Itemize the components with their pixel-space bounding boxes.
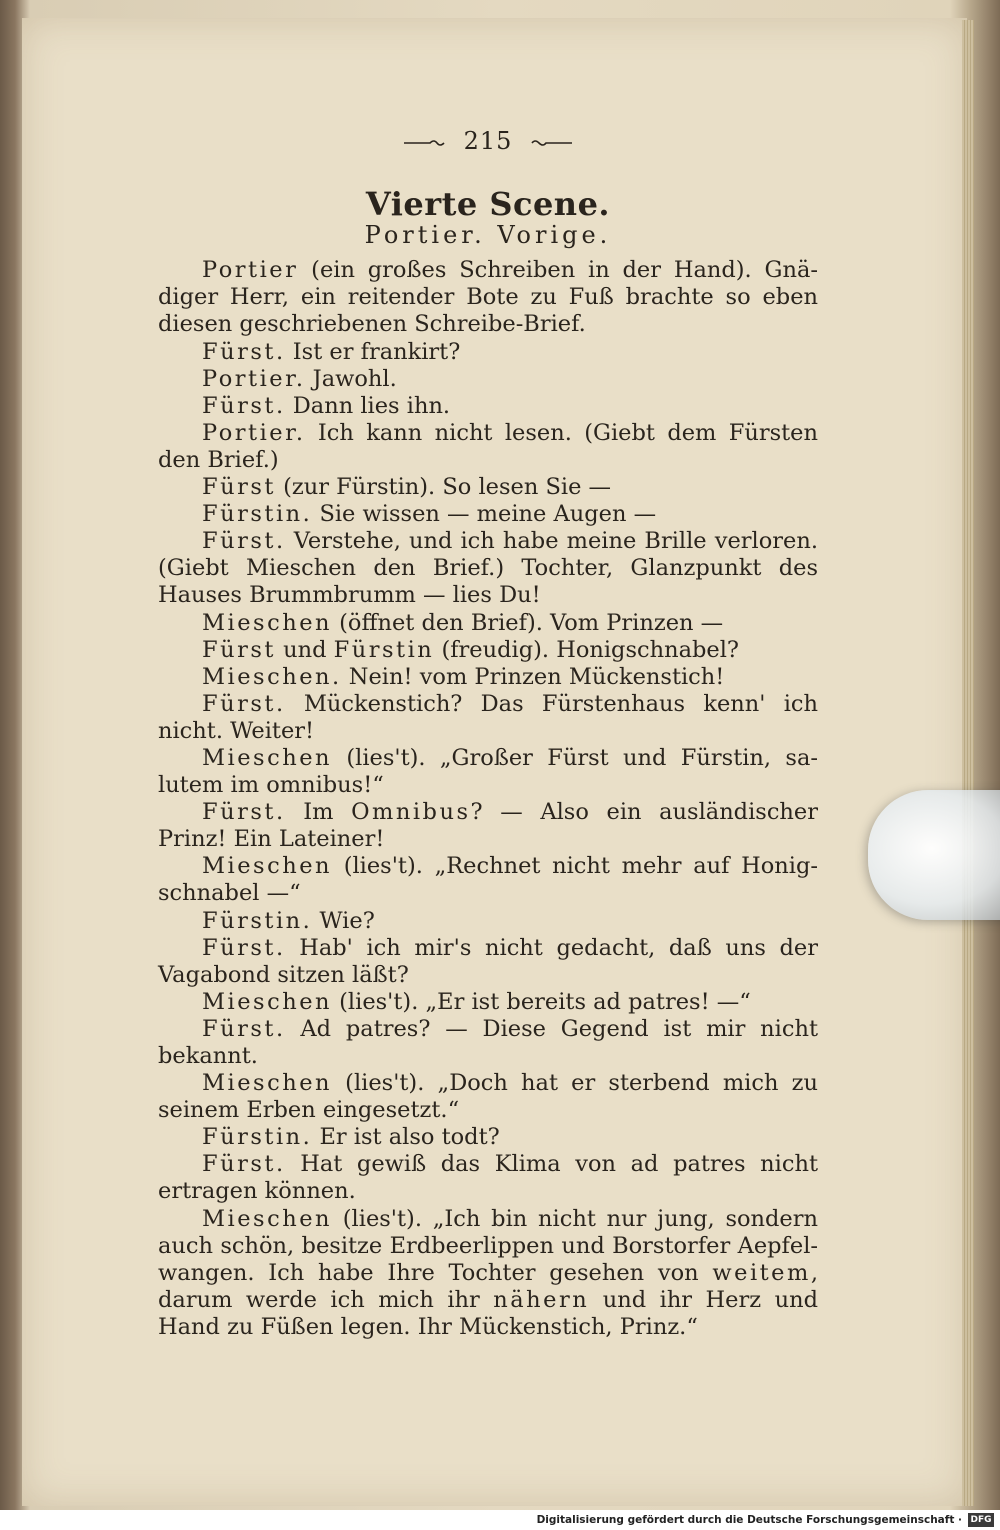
speaker-name: weitem — [712, 1259, 811, 1286]
dialogue-line — [158, 474, 818, 501]
dialogue-line — [158, 1016, 818, 1070]
line-text: Hab' ich mir's nicht gedacht, daß uns der Vagabond sitzen läßt? — [158, 934, 818, 988]
line-text: (ein großes Schreiben in der Hand). Gnädiger Herr, ein reitender Bote zu Fuß brachte so eben diesen geschriebenen Schreibe-Brief. — [158, 257, 818, 338]
line-text: ? — Also ein ausländischer Prinz! Ein Lateiner! — [158, 799, 818, 853]
line-text: Dann lies ihn. — [285, 392, 451, 419]
dialogue-line — [158, 799, 818, 853]
speaker-name: Fürst. — [202, 338, 286, 365]
line-text: (lies't). „Er ist bereits ad patres! —“ — [332, 988, 751, 1015]
speaker-name: Portier. — [202, 419, 306, 446]
line-text: und ihr Herz und Hand zu Füßen legen. Ihr Mückenstich, Prinz.“ — [158, 1286, 818, 1340]
dialogue-line — [158, 366, 818, 393]
line-text: (freudig). Honigschnabel? — [434, 636, 739, 663]
speaker-name: Fürstin. — [202, 907, 313, 934]
dialogue-line — [158, 528, 818, 609]
speaker-name: Fürst — [202, 474, 276, 501]
speaker-name: Mieschen — [202, 744, 332, 771]
line-text: und — [275, 636, 334, 663]
dialogue-line — [158, 1070, 818, 1124]
speaker-name: Mieschen — [202, 988, 332, 1015]
line-text: Jawohl. — [305, 365, 397, 392]
footer-credit: Digitalisierung gefördert durch die Deutsche Forschungsgemeinschaft · — [536, 1514, 962, 1526]
speaker-name: Mieschen — [202, 853, 332, 880]
speaker-name: Fürst. — [202, 528, 286, 555]
dialogue-line — [158, 935, 818, 989]
line-text: (zur Fürstin). So lesen Sie — — [275, 474, 612, 501]
page-edges — [962, 20, 974, 1506]
dialogue-line — [158, 1206, 818, 1341]
line-text: (öffnet den Brief). Vom Prinzen — — [332, 609, 724, 636]
speaker-name: Fürst. — [202, 392, 286, 419]
line-text: Er ist also todt? — [312, 1124, 500, 1151]
line-text: , darum werde ich mich ihr — [158, 1259, 818, 1313]
dialogue-line — [158, 393, 818, 420]
speaker-name: nähern — [493, 1286, 590, 1313]
speaker-name: Fürstin — [333, 636, 435, 663]
line-text: Ist er frankirt? — [285, 338, 461, 365]
speaker-name: Fürstin. — [202, 501, 313, 528]
speaker-name: Mieschen — [202, 609, 332, 636]
speaker-name: Fürst. — [202, 799, 286, 826]
scene-title: Vierte Scene. — [365, 185, 611, 224]
dialogue-line — [158, 908, 818, 935]
dialogue-line — [158, 853, 818, 907]
line-text: (lies't). „Ich bin nicht nur jung, sondern auch schön, besitze Erdbeerlippen und Borstorfer Aepfelwangen. Ich habe Ihre Tochter gesehen von — [158, 1205, 818, 1286]
line-text: Hat gewiß das Klima von ad patres nicht ertragen können. — [158, 1151, 818, 1205]
dialogue-line — [158, 501, 818, 528]
line-text: Im — [285, 799, 352, 826]
speaker-name: Omnibus — [351, 799, 471, 826]
line-text: Wie? — [312, 907, 375, 934]
line-text: Ich kann nicht lesen. (Giebt dem Fürsten den Brief.) — [158, 419, 818, 473]
dialogue-line — [158, 610, 818, 637]
line-text: Verstehe, und ich habe meine Brille verloren. (Giebt Mieschen den Brief.) Tochter, Glanzpunkt des Hauses Brummbrumm — lies Du! — [158, 528, 818, 609]
footer-bar — [0, 1510, 1000, 1530]
cast-list: Portier. Vorige. — [364, 221, 612, 250]
dialogue-line — [158, 1124, 818, 1151]
line-text: Nein! vom Prinzen Mückenstich! — [341, 663, 725, 690]
dialogue-line — [158, 257, 818, 338]
speaker-name: Mieschen — [202, 1205, 332, 1232]
dialogue-line — [158, 989, 818, 1016]
speaker-name: Fürst. — [202, 690, 286, 717]
page-text — [158, 128, 818, 1341]
line-text: (lies't). „Rechnet nicht mehr auf Honigschnabel —“ — [158, 853, 818, 907]
line-text: (lies't). „Großer Fürst und Fürstin, salutem im omnibus!“ — [158, 744, 818, 799]
line-text: Ad patres? — Diese Gegend ist mir nicht bekannt. — [158, 1015, 818, 1069]
right-ornament-icon — [530, 139, 572, 147]
speaker-name: Portier. — [202, 365, 306, 392]
dialogue-line — [158, 691, 818, 745]
speaker-name: Fürst. — [202, 1151, 286, 1178]
speaker-name: Portier — [202, 257, 299, 284]
dialogue-line — [158, 420, 818, 474]
speaker-name: Mieschen. — [202, 663, 342, 690]
dfg-logo: DFG — [968, 1513, 994, 1527]
left-ornament-icon — [404, 139, 446, 147]
line-text: Sie wissen — meine Augen — — [312, 501, 657, 528]
dialogue — [158, 257, 818, 1341]
speaker-name: Fürst — [202, 636, 276, 663]
thumb-holder — [868, 790, 1000, 920]
page-header — [158, 128, 818, 155]
line-text: (lies't). „Doch hat er sterbend mich zu seinem Erben eingesetzt.“ — [158, 1070, 818, 1124]
speaker-name: Fürst. — [202, 1015, 286, 1042]
dialogue-line — [158, 745, 818, 799]
speaker-name: Mieschen — [202, 1070, 332, 1097]
dialogue-line — [158, 339, 818, 366]
dialogue-line — [158, 637, 818, 664]
line-text: Mückenstich? Das Fürstenhaus kenn' ich nicht. Weiter! — [158, 690, 818, 744]
page-number: 215 — [463, 127, 513, 155]
dialogue-line — [158, 1151, 818, 1205]
dialogue-line — [158, 664, 818, 691]
speaker-name: Fürst. — [202, 934, 286, 961]
speaker-name: Fürstin. — [202, 1124, 313, 1151]
